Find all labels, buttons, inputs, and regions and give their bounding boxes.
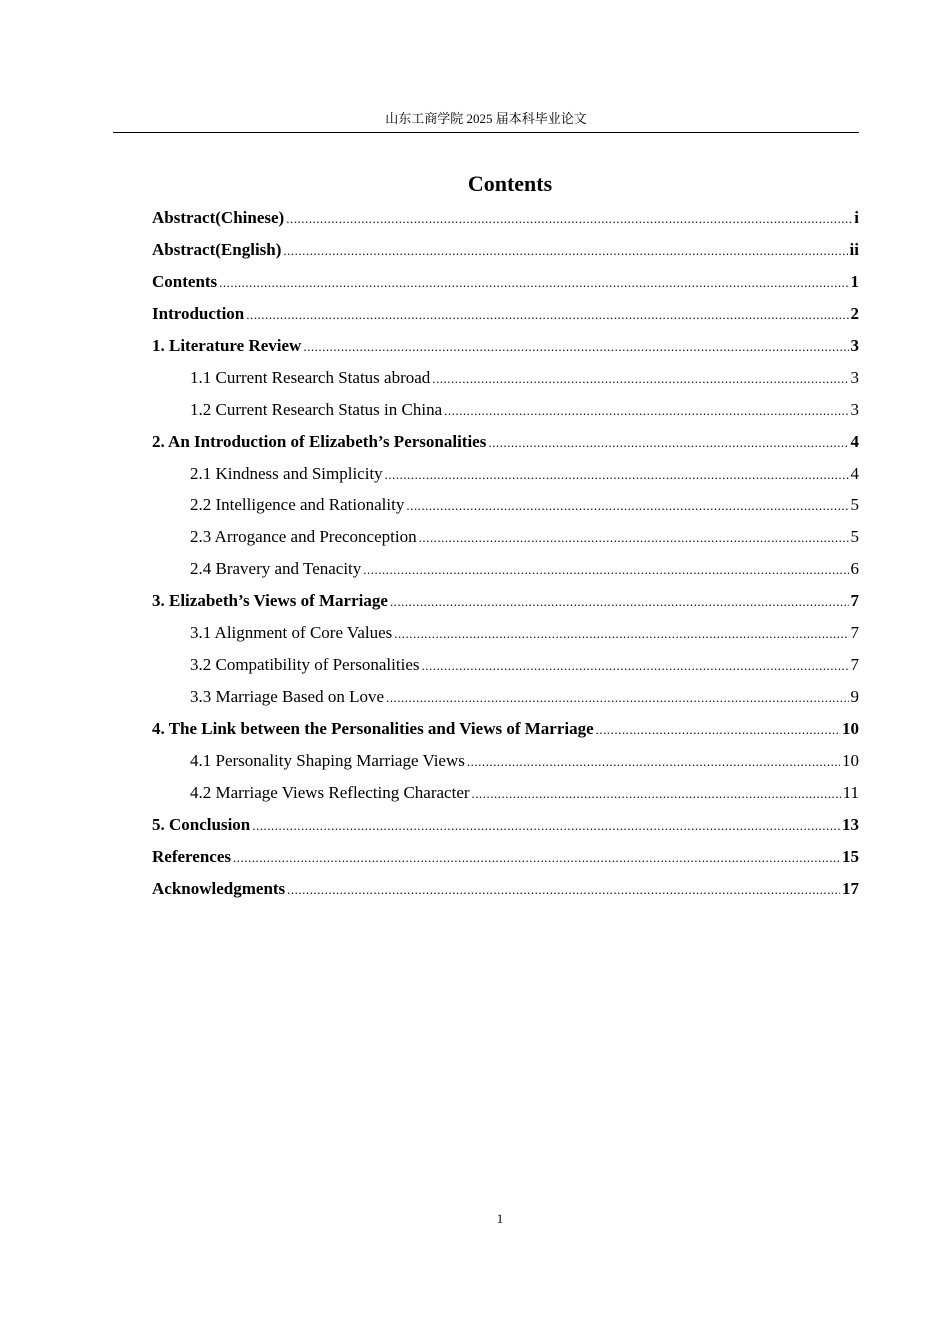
toc-entry-page: 4 [850,463,859,483]
toc-entry[interactable] [152,649,859,681]
toc-entry-page: 4 [850,431,859,451]
toc-entry-label: 5. Conclusion [152,814,251,834]
toc-entry[interactable] [152,394,859,426]
page-title: Contents [467,171,553,196]
toc-entry-label: 3.3 Marriage Based on Love [190,687,385,707]
toc-entry-label: 3. Elizabeth’s Views of Marriage [152,591,388,611]
toc-dot-leader [385,459,849,491]
toc-entry-page: 10 [842,719,859,738]
toc-entry-label: 3.1 Alignment of Core Values [190,623,393,643]
toc-entry-page: 11 [842,782,859,802]
toc-entry-page: 7 [850,623,859,643]
toc-entry-label: 2.2 Intelligence and Rationality [190,495,405,515]
toc-dot-leader [233,842,840,874]
toc-dot-leader [286,203,852,235]
toc-entry-page: 7 [850,591,859,611]
toc-entry-page: 9 [850,687,859,707]
toc-entry-label: Introduction [152,303,245,323]
toc-entry[interactable] [152,521,859,553]
toc-entry-label: 1.2 Current Research Status in China [190,399,443,419]
running-header-text: 山东工商学院 2025 届本科毕业论文 [385,111,587,126]
toc-dot-leader [394,618,848,650]
toc-dot-leader [390,586,849,618]
toc-dot-leader [363,554,848,586]
toc-dot-leader [472,778,841,810]
toc-entry[interactable] [152,617,859,649]
toc-dot-leader [386,682,848,714]
toc-entry-label: 2.4 Bravery and Tenacity [190,559,362,579]
toc-entry[interactable] [152,841,859,873]
toc-entry[interactable] [152,553,859,585]
toc-entry[interactable] [152,426,859,458]
toc-entry-label: 4.1 Personality Shaping Marriage Views [190,750,465,770]
toc-entry-label: Contents [152,271,218,291]
toc-dot-leader [246,299,848,331]
toc-entry-page: 5 [850,527,859,547]
toc-entry-page: ii [849,239,859,259]
toc-entry[interactable] [152,298,859,330]
toc-entry-page: 15 [842,846,859,866]
table-of-contents [152,202,859,905]
toc-entry-page: i [854,208,859,227]
toc-entry-label: Acknowledgments [152,878,286,898]
toc-dot-leader [252,810,840,842]
running-header [113,110,859,133]
toc-entry-label: Abstract(Chinese) [152,208,285,227]
toc-entry[interactable] [152,330,859,362]
toc-entry[interactable] [152,266,859,298]
toc-entry-page: 3 [850,335,859,355]
toc-entry[interactable] [152,234,859,266]
toc-entry-label: 2. An Introduction of Elizabeth’s Personalities [152,431,487,451]
toc-dot-leader [467,746,840,778]
toc-entry[interactable] [152,777,859,809]
toc-entry-label: 4. The Link between the Personalities and Views of Marriage [152,719,594,738]
toc-entry[interactable] [152,489,859,521]
toc-dot-leader [283,235,847,267]
toc-entry-page: 1 [850,271,859,291]
toc-entry-label: 1. Literature Review [152,335,302,355]
toc-entry-label: 2.1 Kindness and Simplicity [190,463,383,483]
toc-entry-label: 1.1 Current Research Status abroad [190,367,431,387]
toc-entry[interactable] [152,681,859,713]
toc-entry[interactable] [152,809,859,841]
toc-entry-page: 3 [850,399,859,419]
toc-dot-leader [444,395,848,427]
toc-dot-leader [488,427,848,459]
toc-entry-label: Abstract(English) [152,239,282,259]
toc-entry-page: 10 [842,750,859,770]
toc-dot-leader [303,331,848,363]
toc-entry[interactable] [152,585,859,617]
toc-dot-leader [219,267,848,299]
toc-entry-page: 17 [842,878,859,898]
toc-entry-page: 13 [842,814,859,834]
toc-entry[interactable] [152,202,859,234]
toc-entry-label: 2.3 Arrogance and Preconception [190,527,417,547]
toc-entry[interactable] [152,362,859,394]
toc-entry-page: 5 [850,495,859,515]
page-number: 1 [496,1211,504,1226]
toc-dot-leader [406,490,848,522]
toc-entry[interactable] [152,745,859,777]
toc-dot-leader [421,650,848,682]
toc-entry[interactable] [152,458,859,490]
toc-dot-leader [419,522,849,554]
toc-entry-label: 3.2 Compatibility of Personalities [190,655,420,675]
toc-dot-leader [287,874,840,906]
toc-entry-page: 2 [850,303,859,323]
toc-entry-page: 7 [850,655,859,675]
toc-entry[interactable] [152,873,859,905]
toc-dot-leader [432,363,848,395]
toc-entry[interactable] [152,713,859,745]
toc-dot-leader [596,714,840,746]
toc-entry-label: References [152,846,231,866]
toc-entry-page: 3 [850,367,859,387]
toc-entry-label: 4.2 Marriage Views Reflecting Character [190,782,470,802]
toc-entry-page: 6 [850,559,859,579]
